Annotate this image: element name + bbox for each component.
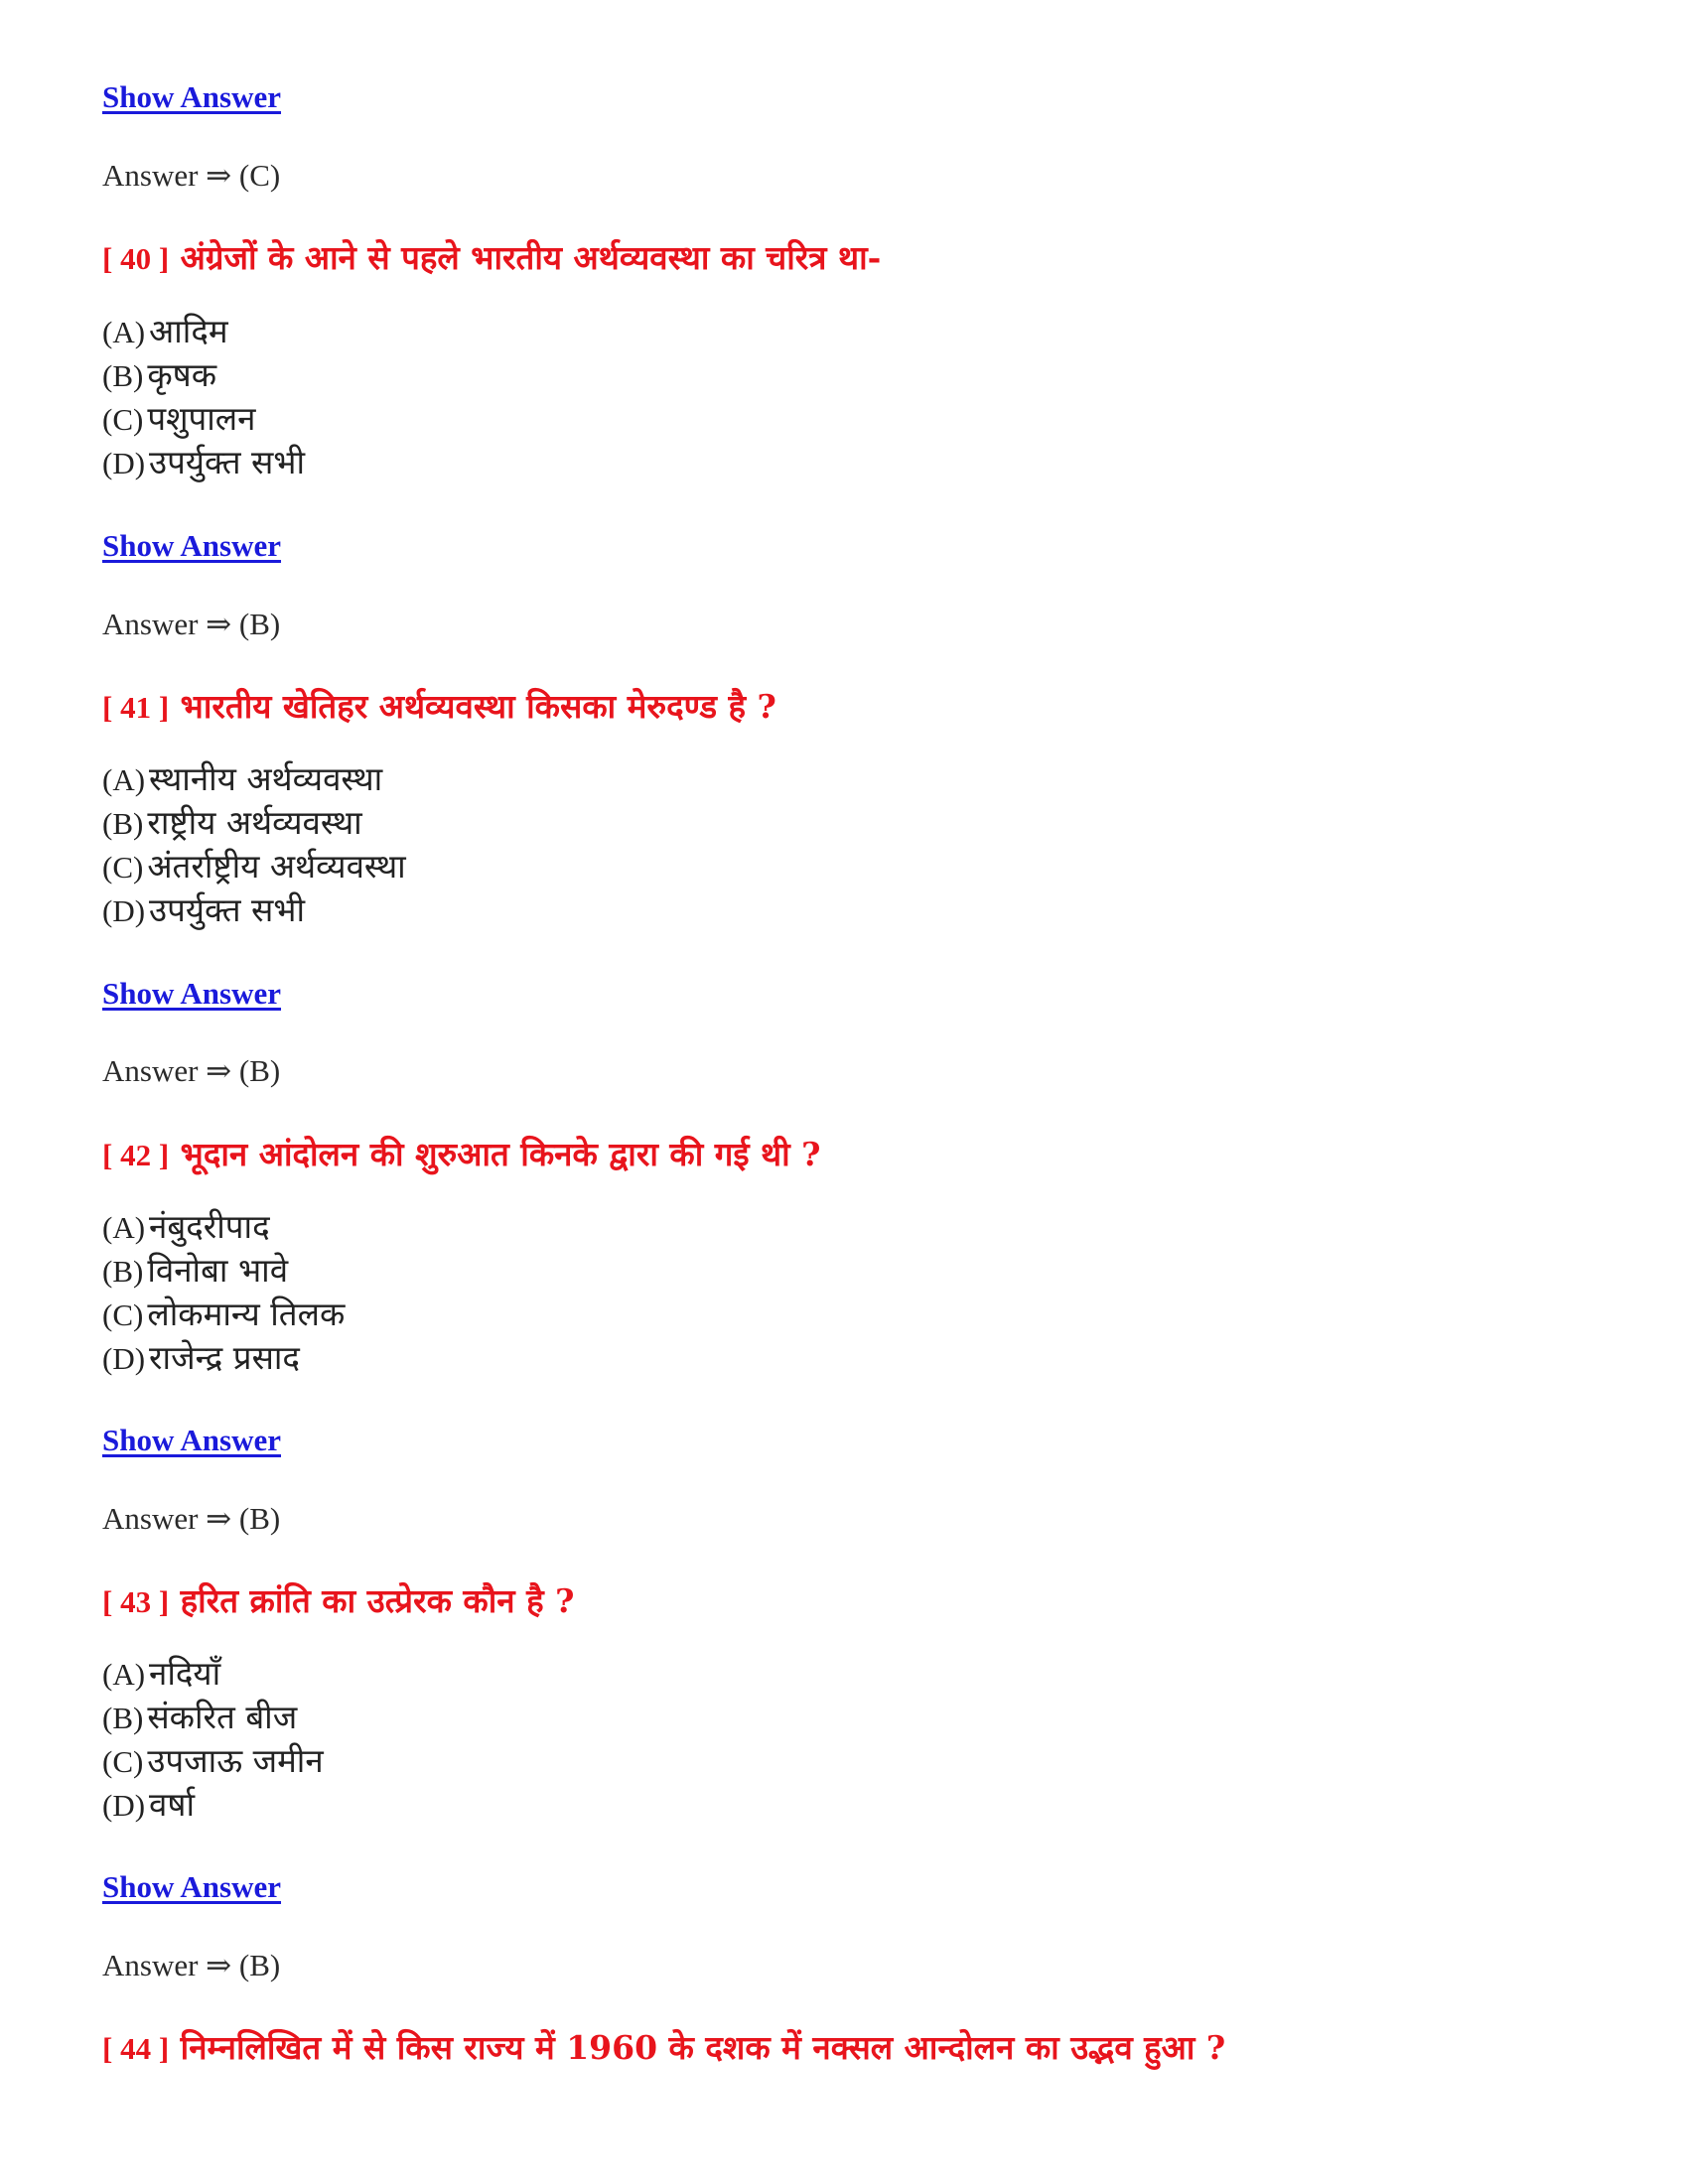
option-label: (C) xyxy=(102,1297,144,1332)
show-answer-link-q41[interactable]: Show Answer xyxy=(102,976,282,1011)
option-label: (B) xyxy=(102,1254,144,1289)
option-text: राजेन्द्र प्रसाद xyxy=(149,1338,300,1377)
show-answer-link-q39[interactable]: Show Answer xyxy=(102,79,282,114)
question-text: हरित क्रांति का उत्प्रेरक कौन है ? xyxy=(180,1581,575,1620)
option-text: स्थानीय अर्थव्यवस्था xyxy=(149,759,383,798)
options-q42 xyxy=(102,1205,345,1380)
question-text: भूदान आंदोलन की शुरुआत किनके द्वारा की गई थी ? xyxy=(180,1135,821,1173)
question-number: [ 41 ] xyxy=(102,690,170,725)
option-d xyxy=(102,1336,345,1380)
option-b xyxy=(102,1696,324,1739)
question-42 xyxy=(102,1131,820,1175)
question-text: अंग्रेजों के आने से पहले भारतीय अर्थव्यवस्था का चरित्र था- xyxy=(180,238,882,277)
option-text: उपर्युक्त सभी xyxy=(149,443,306,481)
options-q43 xyxy=(102,1652,324,1827)
question-number: [ 43 ] xyxy=(102,1584,170,1619)
option-label: (A) xyxy=(102,762,146,797)
option-label: (B) xyxy=(102,358,144,393)
option-d xyxy=(102,888,406,932)
option-a xyxy=(102,1652,324,1696)
answer-q41: Answer ⇒ (B) xyxy=(102,1053,281,1088)
option-label: (A) xyxy=(102,1210,146,1245)
question-text: निम्नलिखित में से किस राज्य में 1960 के दशक में नक्सल आन्दोलन का उद्भव हुआ ? xyxy=(180,2028,1226,2067)
show-answer-link-q40[interactable]: Show Answer xyxy=(102,528,282,563)
question-43 xyxy=(102,1577,574,1622)
option-label: (D) xyxy=(102,446,146,480)
option-text: राष्ट्रीय अर्थव्यवस्था xyxy=(147,803,362,842)
option-label: (A) xyxy=(102,1657,146,1692)
option-c xyxy=(102,1293,345,1336)
option-text: आदिम xyxy=(149,312,228,350)
option-text: नंबुदरीपाद xyxy=(149,1207,270,1246)
option-label: (D) xyxy=(102,1788,146,1823)
question-number: [ 44 ] xyxy=(102,2031,170,2066)
option-label: (B) xyxy=(102,1701,144,1735)
option-label: (D) xyxy=(102,1341,146,1376)
option-a xyxy=(102,757,406,801)
show-answer-link-q42[interactable]: Show Answer xyxy=(102,1423,282,1457)
option-a xyxy=(102,310,305,353)
option-label: (C) xyxy=(102,850,144,885)
option-d xyxy=(102,441,305,484)
option-label: (D) xyxy=(102,893,146,928)
option-text: उपजाऊ जमीन xyxy=(147,1741,324,1780)
show-answer-link-q43[interactable]: Show Answer xyxy=(102,1869,282,1904)
option-text: अंतर्राष्ट्रीय अर्थव्यवस्था xyxy=(147,847,406,886)
option-b xyxy=(102,801,406,845)
option-a xyxy=(102,1205,345,1249)
answer-q42: Answer ⇒ (B) xyxy=(102,1501,281,1536)
option-text: पशुपालन xyxy=(147,399,256,438)
option-label: (B) xyxy=(102,806,144,841)
options-q40 xyxy=(102,310,305,484)
answer-q43: Answer ⇒ (B) xyxy=(102,1948,281,1982)
option-c xyxy=(102,845,406,888)
option-d xyxy=(102,1783,324,1827)
option-label: (C) xyxy=(102,402,144,437)
question-40 xyxy=(102,234,881,279)
option-c xyxy=(102,397,305,441)
question-text: भारतीय खेतिहर अर्थव्यवस्था किसका मेरुदण्ड है ? xyxy=(180,687,776,726)
option-text: कृषक xyxy=(147,355,217,394)
option-text: विनोबा भावे xyxy=(147,1251,289,1290)
option-b xyxy=(102,353,305,397)
option-text: संकरित बीज xyxy=(147,1698,298,1736)
option-text: उपर्युक्त सभी xyxy=(149,890,306,929)
answer-q39: Answer ⇒ (C) xyxy=(102,158,281,193)
option-text: वर्षा xyxy=(149,1785,196,1824)
question-number: [ 40 ] xyxy=(102,241,170,276)
question-44 xyxy=(102,2024,1225,2069)
answer-q40: Answer ⇒ (B) xyxy=(102,607,281,641)
option-text: लोकमान्य तिलक xyxy=(147,1295,346,1333)
option-c xyxy=(102,1739,324,1783)
option-label: (A) xyxy=(102,315,146,349)
option-b xyxy=(102,1249,345,1293)
question-number: [ 42 ] xyxy=(102,1138,170,1172)
question-41 xyxy=(102,683,776,728)
option-text: नदियाँ xyxy=(149,1654,221,1693)
options-q41 xyxy=(102,757,406,932)
option-label: (C) xyxy=(102,1744,144,1779)
